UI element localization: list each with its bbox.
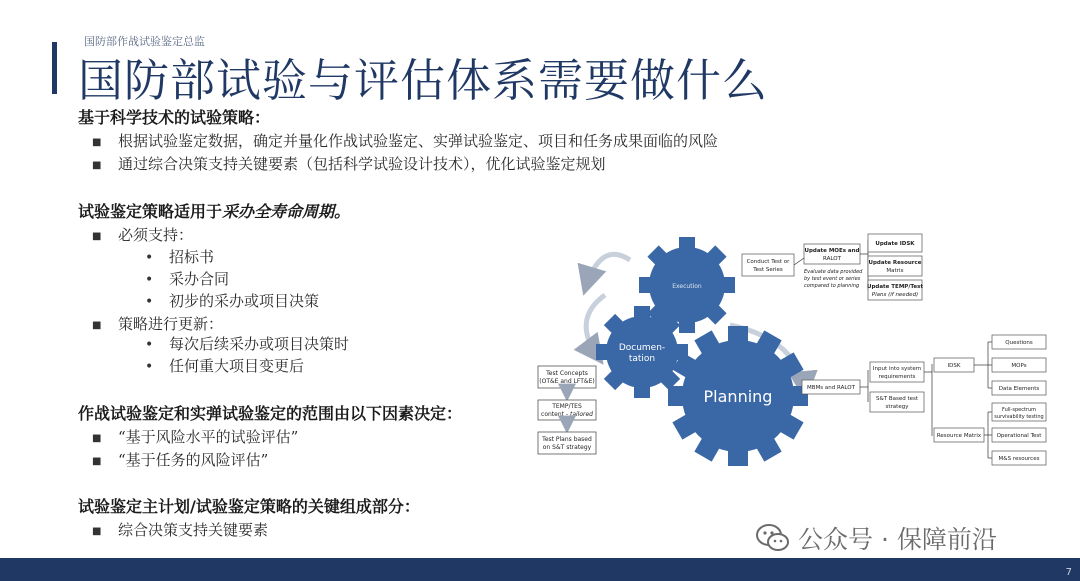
- title-accent-bar: [52, 42, 57, 94]
- box-full-spectrum-1: Full-spectrum: [1001, 407, 1037, 413]
- box-update-idsk: Update IDSK: [875, 241, 915, 247]
- box-update-resource-1: Update Resource: [868, 260, 922, 266]
- section-heading-3: 作战试验鉴定和实弹试验鉴定的范围由以下因素决定：: [78, 404, 463, 423]
- bullet-square-icon: ■: [92, 432, 102, 444]
- bullet-dot-icon: •: [145, 359, 154, 375]
- top-process-boxes: [742, 234, 923, 300]
- middle-process-boxes: [802, 358, 984, 442]
- bullet-text: 根据试验鉴定数据，确定并量化作战试验鉴定、实弹试验鉴定、项目和任务成果面临的风险: [118, 132, 719, 150]
- bullet-square-icon: ■: [92, 159, 102, 171]
- section-heading-1: 基于科学技术的试验策略：: [78, 108, 271, 127]
- box-temp-tes-1: TEMP/TES: [552, 403, 582, 410]
- bullet-text: “基于风险水平的试验评估”: [118, 428, 299, 446]
- bullet-dot-icon: •: [145, 294, 154, 310]
- sub-bullet-text: 每次后续采办或项目决策时: [169, 335, 350, 353]
- bullet-dot-icon: •: [145, 250, 154, 266]
- section-heading-2: [78, 199, 350, 222]
- box-temp-tes-2: content - tailored: [541, 411, 593, 418]
- box-update-moes-1: Update MOEs and: [804, 248, 860, 254]
- bullet-dot-icon: •: [145, 337, 154, 353]
- evaluate-note-2: by test event or series: [804, 276, 861, 282]
- bullet-item: [92, 449, 268, 470]
- box-operational-test: Operational Test: [996, 433, 1042, 439]
- bullet-square-icon: ■: [92, 136, 102, 148]
- box-idsk: IDSK: [947, 363, 961, 369]
- box-full-spectrum-2: survivability testing: [994, 414, 1044, 420]
- box-st-strategy-1: S&T Based test: [875, 396, 919, 402]
- sub-bullet-text: 招标书: [169, 248, 215, 266]
- sub-bullet-item: [145, 290, 319, 311]
- bullet-text: 策略进行更新：: [118, 315, 224, 333]
- sub-bullet-item: [145, 268, 229, 289]
- bullet-square-icon: ■: [92, 230, 102, 242]
- process-diagram: [530, 230, 1060, 470]
- watermark-text: 公众号 · 保障前沿: [798, 525, 997, 554]
- box-st-strategy-2: strategy: [885, 404, 909, 410]
- box-mops: MOPs: [1011, 363, 1027, 369]
- box-ms-resources: M&S resources: [998, 456, 1040, 462]
- section-heading-4: 试验鉴定主计划/试验鉴定策略的关键组成部分：: [78, 497, 420, 516]
- gear-documentation-label-2: tation: [628, 354, 656, 364]
- bullet-square-icon: ■: [92, 455, 102, 467]
- bullet-text: 必须支持：: [118, 226, 194, 244]
- box-input-2: requirements: [878, 374, 916, 380]
- bullet-square-icon: ■: [92, 525, 102, 537]
- box-questions: Questions: [1005, 340, 1033, 346]
- watermark: [756, 520, 997, 556]
- bullet-text: “基于任务的风险评估”: [118, 451, 269, 469]
- section-heading-2-prefix: 试验鉴定策略适用于: [78, 202, 223, 221]
- sub-bullet-text: 采办合同: [169, 270, 230, 288]
- cycle-arrow-top: [585, 254, 630, 290]
- bullet-item: [92, 519, 268, 540]
- box-test-concepts-2: (OT&E and LFT&E): [539, 378, 595, 385]
- page-title: 国防部试验与评估体系需要做什么: [78, 54, 769, 107]
- box-update-temp-1: Update TEMP/Test: [866, 284, 924, 290]
- box-test-plans-2: on S&T strategy: [542, 444, 592, 451]
- footer-bar: [0, 558, 1080, 581]
- box-update-resource-2: Matrix: [886, 268, 904, 274]
- gear-planning-label: Planning: [703, 387, 773, 406]
- bullet-text: 通过综合决策支持关键要素（包括科学试验设计技术），优化试验鉴定规划: [118, 155, 606, 173]
- box-conduct-test-1: Conduct Test or: [746, 259, 790, 265]
- right-process-boxes: [974, 335, 1046, 465]
- wechat-icon: [756, 523, 790, 553]
- box-data-elements: Data Elements: [998, 386, 1040, 392]
- sub-bullet-text: 初步的采办或项目决策: [169, 292, 320, 310]
- gear-planning: [668, 326, 808, 466]
- gear-execution-label: Execution: [672, 283, 702, 290]
- box-resource-matrix: Resource Matrix: [936, 433, 982, 439]
- bullet-dot-icon: •: [145, 272, 154, 288]
- box-conduct-test-2: Test Series: [753, 267, 783, 273]
- section-heading-2-italic: 采办全寿命周期。: [222, 202, 351, 221]
- sub-bullet-item: [145, 355, 304, 376]
- bullet-item: [92, 153, 606, 174]
- bullet-item: [92, 224, 193, 245]
- box-update-moes-2: RALOT: [823, 256, 841, 262]
- bullet-item: [92, 313, 223, 334]
- sub-bullet-item: [145, 246, 214, 267]
- left-process-boxes: [538, 366, 596, 454]
- box-mbms: MBMs and RALOT: [807, 385, 855, 391]
- box-test-plans-1: Test Plans based: [542, 436, 592, 443]
- box-test-concepts-1: Test Concepts: [546, 370, 588, 377]
- page-number: 7: [1065, 567, 1072, 578]
- sub-bullet-item: [145, 333, 349, 354]
- bullet-item: [92, 426, 298, 447]
- evaluate-note-3: compared to planning: [804, 283, 860, 289]
- bullet-square-icon: ■: [92, 319, 102, 331]
- gear-documentation: [596, 306, 688, 398]
- evaluate-note-1: Evaluate data provided: [804, 269, 863, 275]
- sub-bullet-text: 任何重大项目变更后: [169, 357, 305, 375]
- header-subtitle: 国防部作战试验鉴定总监: [84, 35, 205, 48]
- box-update-temp-2: Plans (if needed): [871, 292, 919, 298]
- box-input-1: Input into system: [872, 366, 922, 372]
- gear-documentation-label-1: Documen-: [618, 343, 666, 353]
- bullet-item: [92, 130, 718, 151]
- bullet-text: 综合决策支持关键要素: [118, 521, 269, 539]
